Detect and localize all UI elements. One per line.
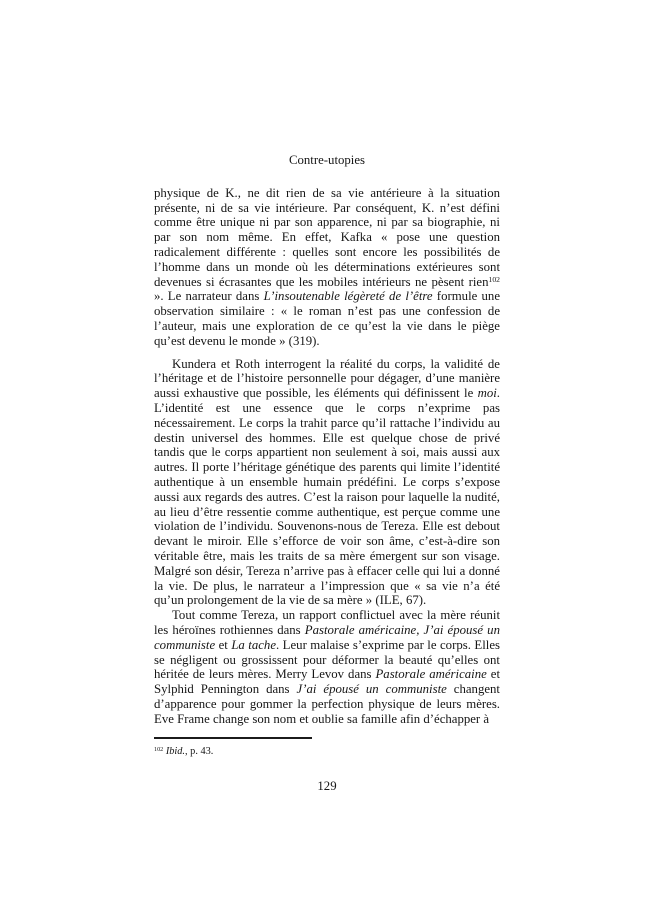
footnote-separator-rule bbox=[154, 737, 312, 739]
text-block bbox=[154, 153, 500, 794]
page-number: 129 bbox=[317, 779, 337, 794]
body-paragraphs bbox=[154, 186, 500, 727]
text-run: ». Le narrateur dans bbox=[154, 289, 264, 304]
text-run: L’insoutenable légèreté de l’être bbox=[263, 289, 433, 304]
footnote-reference: 102 bbox=[488, 275, 500, 285]
text-run: Kundera et Roth interrogent la réalité du corps, la validité de l’héritage et de l’histoire personnelle pour dégager, d’une manière aussi exhaustive que possible, les éléments qui définissent le bbox=[154, 356, 500, 401]
text-run: changent d’apparence pour gommer la perfection physique de leurs mères. Eve Frame change son nom et oublie sa famille afin d’échapper à bbox=[154, 682, 500, 726]
text-run: Tout comme Tereza, un rapport conflictuel avec la mère réunit les héroïnes rothiennes dans bbox=[154, 608, 500, 637]
text-run: Pastorale américaine bbox=[375, 667, 487, 682]
footnote-reference: 102 bbox=[154, 746, 164, 754]
text-run: . Leur malaise s’exprime par le corps. Elles se négligent ou grossissent pour déformer la beauté qu’elles ont héritée de leurs mères. Merry Levov dans bbox=[154, 637, 500, 682]
paragraph bbox=[154, 608, 500, 726]
text-run: moi bbox=[477, 386, 497, 401]
footnote bbox=[154, 746, 500, 759]
running-header: Contre-utopies bbox=[288, 153, 366, 167]
text-run: , p. 43. bbox=[185, 745, 214, 757]
paragraph bbox=[154, 357, 500, 609]
text-run: La tache bbox=[231, 637, 277, 652]
text-run: physique de K., ne dit rien de sa vie antérieure à la situation présente, ni de sa vie intérieure. Par conséquent, K. n’est défini comme être unique ni par son apparence, ni par sa biographie, ni par son nom même. En effet, Kafka « pose une question radicalement différente : quelles sont encore les possibilités de l’homme dans un monde où les déterminations extérieures sont devenues si écrasantes que les mobiles intérieurs ne pèsent rien bbox=[154, 185, 500, 289]
text-run: Pastorale américaine, J’ai épousé un communiste bbox=[154, 622, 500, 652]
text-run: et Sylphid Pennington dans bbox=[154, 667, 501, 697]
paragraph bbox=[154, 186, 500, 349]
text-run: et bbox=[215, 637, 232, 652]
text-run: J’ai épousé un communiste bbox=[296, 682, 447, 697]
text-run: Ibid. bbox=[165, 745, 186, 757]
text-run: . L’identité est une essence que le corps n’exprime pas nécessairement. Le corps la trahit parce qu’il rattache l’individu au destin universel des hommes. Elle est quelque chose de privé tandis que le corps appartient non seulement à soi, mais aussi aux autres. Il porte l’héritage génétique des parents qui limite l’identité authentique à un ensemble humain prédéfini. Le corps s’expose aussi aux regards des autres. C’est la raison pour laquelle la nudité, au lieu d’être ressentie comme authentique, est perçue comme une violation de l’individu. Souvenons-nous de Tereza. Elle est debout devant le miroir. Elle s’efforce de voir son âme, c’est-à-dire son véritable être, mais les traits de sa mère émergent sur son visage. Malgré son désir, Tereza n’arrive pas à effacer celle qui lui a donné la vie. De plus, le narrateur a l’impression que « sa vie n’a été qu’un prolongement de la vie de sa mère » (ILE, 67). bbox=[154, 386, 500, 608]
text-run: formule une observation similaire : « le roman n’est pas une confession de l’auteur, mais une exploration de ce qu’est la vie dans le piège qu’est devenu le monde » (319). bbox=[154, 289, 501, 348]
